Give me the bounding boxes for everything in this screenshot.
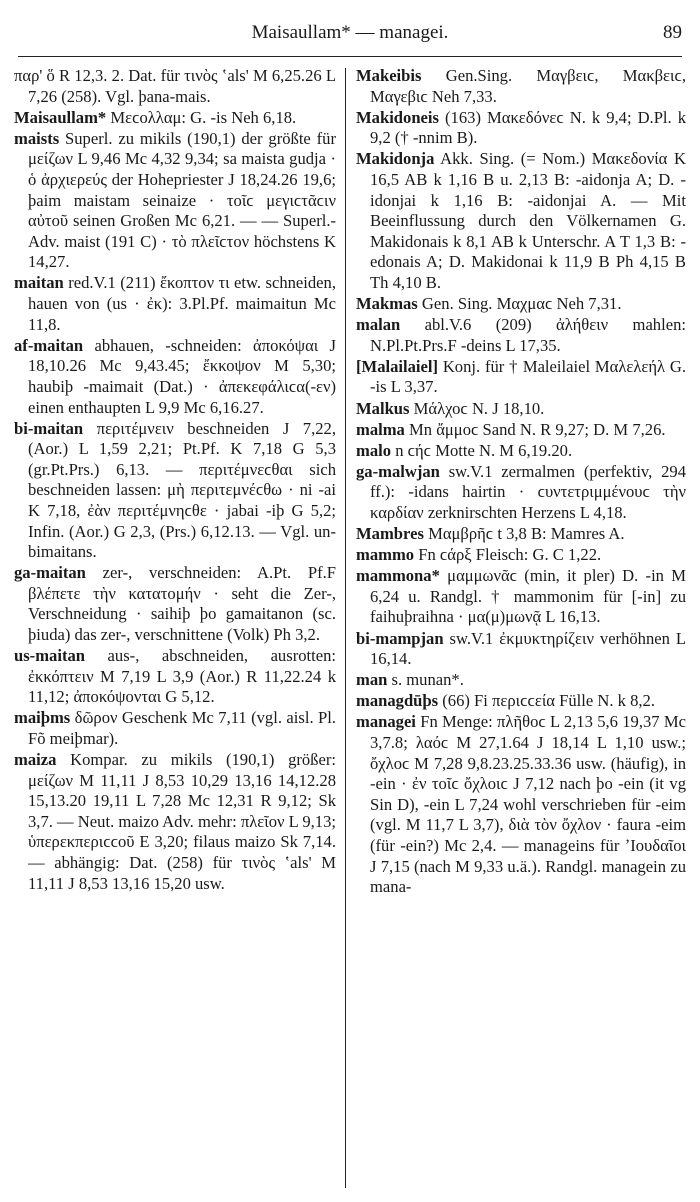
entry: [14, 336, 336, 418]
entry-headword: Mambres: [356, 524, 424, 544]
entry-text: s. munan*.: [391, 670, 464, 690]
entry-text: Akk. Sing. (= Nom.) Μακεδονία K 16,5 AB k 1,16 B u. 2,13 B: -aidonja A; D. -idonjai k 1,16 B: -aidonjai A. — Mit Beeinflussung durch den Völkernamen G. Makidonais k 8,1 AB k Unterschr. A T 1,3 B: -edonais A; D. Makidonai k 11,9 B Ph 4,15 B Th 4,10 B.: [370, 149, 686, 292]
entry: [356, 566, 686, 628]
entry-text: sw.V.1 ἐκμυκτηρίζειν verhöhnen L 16,14.: [370, 628, 686, 669]
entry-text: Mn ἄμμοϲ Sand N. R 9,27; D. M 7,26.: [409, 419, 666, 439]
entry: [356, 420, 686, 441]
entry-headword: Makmas: [356, 294, 418, 314]
header-rule: [18, 56, 682, 57]
entry-text: Gen. Sing. Μαχμαϲ Neh 7,31.: [421, 294, 622, 314]
entry: [356, 629, 686, 670]
entry: [14, 273, 336, 335]
entry-text: δῶρον Geschenk Mc 7,11 (vgl. aisl. Pl. Fõ meiþmar).: [28, 708, 336, 748]
entry-text: Μαμβρῆϲ t 3,8 B: Mamres A.: [428, 524, 625, 544]
column-divider: [345, 68, 346, 1188]
entry: [356, 545, 686, 566]
entry-headword: bi-maitan: [14, 418, 84, 438]
entry-headword: malo: [356, 440, 392, 460]
entry-headword: maists: [14, 128, 60, 148]
entry-headword: ga-maitan: [14, 563, 86, 583]
entry-headword: maitan: [14, 273, 64, 293]
entry-headword: af-maitan: [14, 335, 84, 355]
entry-text: abl.V.6 (209) ἀλήθειν mahlen: N.Pl.Pt.Prs.F -deins L 17,35.: [370, 315, 686, 355]
entry: [356, 691, 686, 712]
entry: [14, 750, 336, 894]
entry: [14, 563, 336, 645]
entry-text: abhauen, -schneiden: ἀποκόψαι J 18,10.26 Mc 9,43.45; ἔκκοψον M 5,30; haubiþ -maimait (Dat.) · ἀπεκεφάλιϲα(-εν) einen enthaupten L 9,9 Mc 6,16.27.: [28, 335, 337, 417]
entry-headword: maiza: [14, 750, 57, 770]
entry-text: Superl. zu mikils (190,1) der größte für μείζων L 9,46 Mc 4,32 9,34; sa maista gudja · ὁ ἀρχιερεύς der Hohepriester J 18,24.26 19,6; þaim maistam seinaize · τοῖϲ μεγιϲτᾶϲιν αὐτοῦ seinen Großen Mc 6,21. — — Superl.-Adv. maist (191 C) · τὸ πλεῖϲτον höchstens K 14,27.: [28, 128, 336, 272]
entry-headword: Makidoneis: [356, 107, 439, 127]
page-number: 89: [663, 22, 682, 43]
entry-text: aus-, abschneiden, ausrotten: ἐκκόπτειν M 7,19 L 3,9 (Aor.) R 11,22.24 k 11,12; ἀποκόψονται G 5,12.: [28, 646, 337, 707]
entry-headword: us-maitan: [14, 646, 85, 666]
entry: [14, 646, 336, 708]
right-column: [356, 66, 686, 898]
entry-text: Kompar. zu mikils (190,1) größer: μείζων M 11,11 J 8,53 10,29 13,16 14,12.28 15,13.20 19,11 L 7,28 Mc 12,31 R 9,12; Sk 3,7. — Neut. maizo Adv. mehr: πλεῖον L 9,13; ὑπερεκπεριϲϲοῦ E 3,20; filaus maizo Sk 7,14. — abhängig: Dat. (258) für τινὸς ʽals' M 11,11 J 8,53 13,16 15,20 usw.: [28, 750, 336, 893]
entry-headword: maiþms: [14, 708, 71, 728]
entry-headword: Makidonja: [356, 149, 435, 169]
entry: [356, 670, 686, 691]
entry-text: Μεϲολλαμ: G. -is Neh 6,18.: [110, 107, 297, 127]
entry-text: Μάλχοϲ N. J 18,10.: [413, 398, 545, 418]
entry: [356, 294, 686, 315]
entry: [356, 462, 686, 524]
entry: [356, 441, 686, 462]
left-column: [14, 66, 336, 895]
entry-headword: bi-mampjan: [356, 628, 444, 648]
entry-text: περιτέμνειν beschneiden J 7,22, (Aor.) L 1,59 2,21; Pt.Pf. K 7,18 G 5,3 (gr.Pt.Prs.) 6,13. — περιτέμνεϲθαι sich beschneiden lassen: μὴ περιτεμνέϲθω · ni -ai K 7,18, ἐὰν περιτέμνηϲθε · jabai -iþ G 5,2; Infin. (Aor.) G 2,3, (Prs.) 6,12.13. — Vgl. un-bimaitans.: [28, 418, 336, 562]
running-head: [18, 22, 682, 50]
entry: [356, 399, 686, 420]
entry: [356, 149, 686, 293]
entry-headword: malan: [356, 315, 401, 335]
entry: [14, 708, 336, 749]
entry-text: (66) Fi περιϲϲεία Fülle N. k 8,2.: [442, 691, 656, 711]
entry-text: zer-, verschneiden: A.Pt. Pf.F βλέπετε τὴν κατατομήν · seht die Zer-, Verschneidung · saihiþ þo gamaitanon (sc. þiuda) das zer-, verschnittene (Volk) Ph 3,2.: [28, 563, 336, 645]
entry-text: sw.V.1 zermalmen (perfektiv, 294 ff.): -idans hairtin · ϲυντετριμμένουϲ τὴν καρδίαν zerknirschten Herzens L 4,18.: [370, 461, 686, 522]
entry-headword: managei: [356, 712, 416, 732]
entry-text: red.V.1 (211) ἔκοπτον τι etw. schneiden, hauen von (us · ἐκ): 3.Pl.Pf. maimaitun Mc 11,8.: [28, 273, 336, 334]
entry-headword: Maisaullam*: [14, 107, 107, 127]
entry-headword: malma: [356, 419, 405, 439]
entry: [14, 66, 336, 107]
entry-headword: mammo: [356, 545, 415, 565]
entry: [14, 129, 336, 273]
entry: [356, 108, 686, 149]
entry-headword: Makeibis: [356, 66, 422, 85]
entry-text: παρ' ὅ R 12,3. 2. Dat. für τινὸς ʽals' M 6,25.26 L 7,26 (258). Vgl. þana-mais.: [14, 66, 336, 106]
entry-headword: ga-malwjan: [356, 461, 440, 481]
entry-text: Konj. für † Maleilaiel Μαλελεήλ G. -is L 3,37.: [370, 356, 686, 397]
page-header-title: Maisaullam* — managei.: [251, 22, 449, 43]
entry-headword: [Malailaiel]: [356, 356, 439, 376]
entry: [356, 315, 686, 356]
entry-headword: man: [356, 670, 388, 690]
entry-text: Gen.Sing. Μαγβειϲ, Μακβειϲ, Μαγεβιϲ Neh 7,33.: [370, 66, 686, 106]
entry: [356, 357, 686, 398]
entry: [356, 66, 686, 107]
entry-text: n ϲήϲ Motte N. M 6,19.20.: [395, 440, 573, 460]
entry-text: μαμμωνᾶϲ (min, it pler) D. -in M 6,24 u. Randgl. † mammonim für [-in] zu faihuþraihna · μα(μ)μωνᾷ L 16,13.: [370, 566, 686, 627]
entry-text: Fn ϲάρξ Fleisch: G. C 1,22.: [418, 545, 602, 565]
entry: [14, 108, 336, 129]
entry-headword: mammona*: [356, 566, 440, 586]
entry-headword: managdūþs: [356, 691, 439, 711]
entry-text: (163) Μακεδόνεϲ N. k 9,4; D.Pl. k 9,2 († -nnim B).: [370, 107, 687, 148]
entry-headword: Malkus: [356, 398, 410, 418]
entry-text: Fn Menge: πλῆθοϲ L 2,13 5,6 19,37 Mc 3,7.8; λαόϲ M 27,1.64 J 18,14 L 1,10 usw.; ὄχλοϲ M 7,28 9,8.23.25.33.36 usw. (häufig), in -ein · ἐν τοῖϲ ὄχλοιϲ J 7,12 nach þo -ein (it vg Sin D), -ein L 7,24 wohl verschrieben für -eim (vgl. M 11,7 L 3,7), διὰ τὸν ὄχλον · faura -eim (für -ein?) Mc 2,4. — manageins für ʼΙουδαῖοι J 7,15 (nach M 9,33 u.ä.). Randgl. managein zu mana-: [370, 712, 686, 897]
entry: [356, 712, 686, 897]
entry: [356, 524, 686, 545]
entry: [14, 419, 336, 563]
